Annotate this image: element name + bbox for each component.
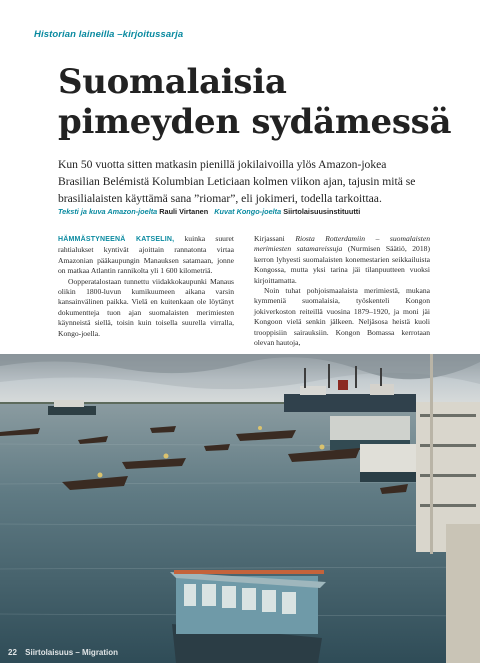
title-line-2: pimeyden sydämessä xyxy=(58,102,452,142)
paragraph: Noin tuhat pohjoismaalaista merimiestä, mukana kymmeniä suomalaisia, työskenteli Kongon jokiverkoston reiteillä vuosina 1879–1920, ja moni jäi Kongoon vielä senkin jälkeen. Neljäsosa heistä kuoli trooppisiin sairauksiin. Kongon Bomassa kerrotaan olevan hautoja, xyxy=(254,286,430,348)
photo-credit-label: Kuvat Kongo-joelta xyxy=(214,207,282,216)
title-line-1: Suomalaisia xyxy=(58,62,287,102)
page-number: 22 xyxy=(8,648,17,657)
lead-paragraph: Kun 50 vuotta sitten matkasin pienillä jokilaivoilla ylös Amazon-jokea Brasilian Belémistä Kolumbian Leticiaan kolmen viikon ajan, tajusin mitä se brasilialaisten käyttämä sana ”riomar”, eli jokimeri, todella tarkoittaa. xyxy=(58,158,416,205)
photo-credit-source: Siirtolaisuusinstituutti xyxy=(283,207,361,216)
series-label: Historian laineilla –kirjoitussarja xyxy=(34,29,184,40)
article-title xyxy=(58,62,458,142)
body-column-1 xyxy=(58,234,234,339)
foreground-boat xyxy=(170,570,326,663)
lead-in-caps: HÄMMÄSTYNEENÄ KATSELIN, xyxy=(58,236,175,243)
paragraph xyxy=(254,234,430,286)
body-column-2 xyxy=(254,234,430,348)
magazine-name: Siirtolaisuus – Migration xyxy=(25,648,119,657)
page-footer xyxy=(8,648,118,657)
paragraph xyxy=(58,234,234,277)
paragraph-text: (Nurmisen Säätiö, 2018) kerron lyhyesti suomalaisten konemestarien seikkailuista Kongossa, mutta yksi tarina jäi tilanpuutteen vuoksi kirjoittamatta. xyxy=(254,244,430,285)
paragraph-text: Kirjassani xyxy=(254,234,296,243)
book-title: Riosta Rotterdamiin – suomalaisten merimiesten satamareissuja xyxy=(254,234,430,254)
paragraph: Oopperatalostaan tunnettu viidakkokaupunki Manaus olikin 1800-luvun kumikuumeen aikana varsin kansainvälinen paikka. Vielä en kuitenkaan ole löytänyt dokumentteja tuon ajan suomalaisten merimiesten käynneistä siellä, toisin kuin toisella suurella virralla, Kongo-joella. xyxy=(58,276,234,338)
paragraph-text: kuinka suuret rahtialukset kyntivät ajoittain rannatonta virtaa Amazonian pääkaupungin Manauksen satamaan, jonne on matkaa Atlantin rannikolta yli 1 600 kilometriä. xyxy=(58,234,234,276)
photo-illustration xyxy=(0,354,480,663)
river-harbor-photo xyxy=(0,354,480,663)
text-credit-author: Rauli Virtanen xyxy=(159,207,209,216)
text-credit-label: Teksti ja kuva Amazon-joelta xyxy=(58,207,158,216)
byline xyxy=(58,207,438,217)
